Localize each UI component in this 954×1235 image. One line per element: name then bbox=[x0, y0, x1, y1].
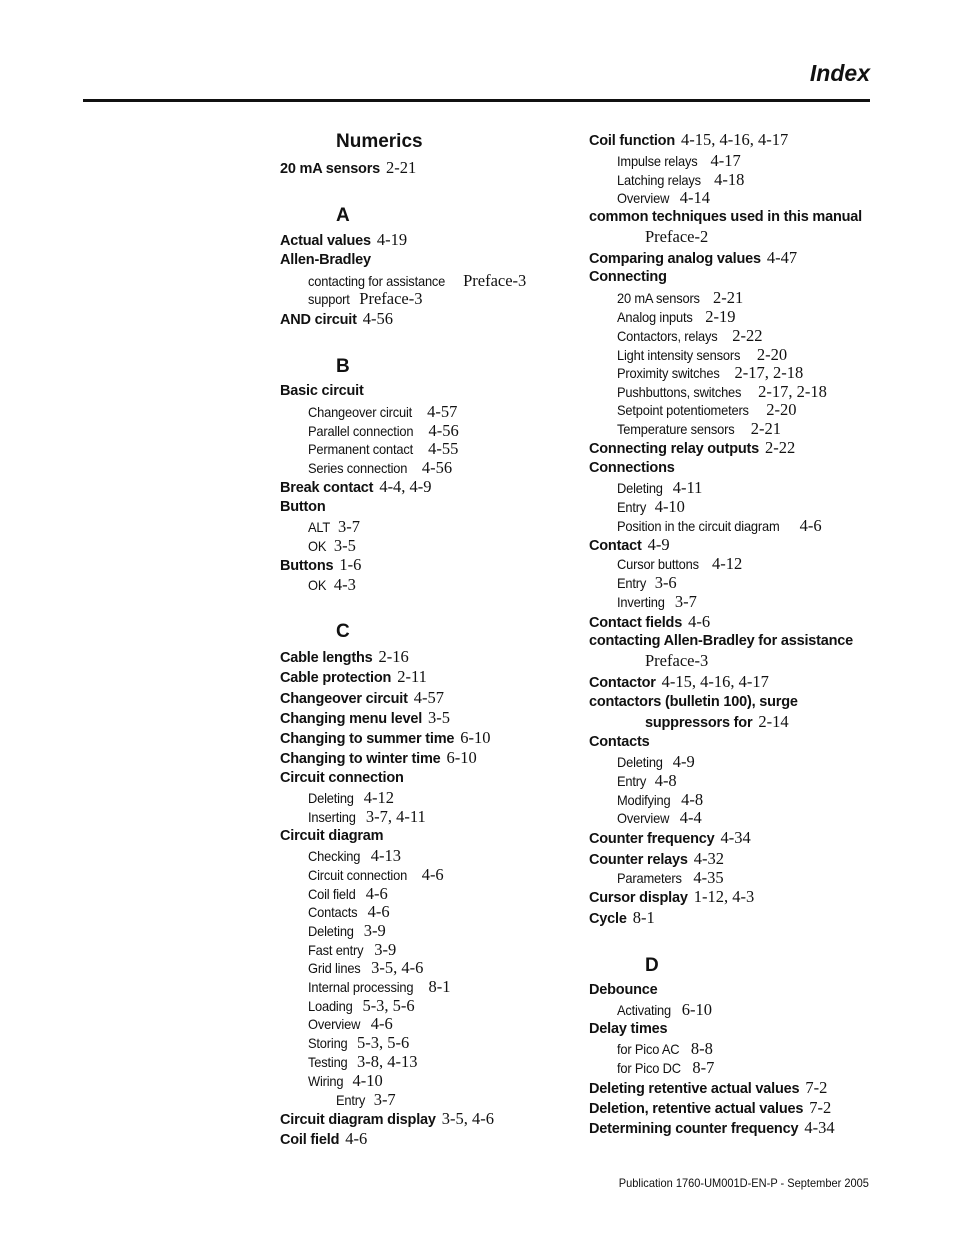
entry-term: AND circuit bbox=[280, 312, 357, 328]
entry-page-refs: 4-13 bbox=[370, 846, 402, 865]
index-subentry bbox=[308, 402, 457, 422]
entry-page-refs: 4-35 bbox=[693, 868, 724, 887]
entry-term: Contact fields bbox=[589, 615, 683, 631]
index-entry bbox=[589, 268, 667, 286]
entry-term: Entry bbox=[617, 773, 647, 789]
header-rule bbox=[83, 99, 870, 102]
entry-term: Coil field bbox=[308, 886, 356, 902]
index-subentry bbox=[308, 289, 423, 309]
entry-page-refs: Preface-2 bbox=[645, 227, 709, 246]
entry-term: Determining counter frequency bbox=[589, 1121, 799, 1137]
index-entry bbox=[589, 459, 675, 477]
entry-term: Contact bbox=[589, 538, 642, 554]
entry-page-refs: 1-12, 4-3 bbox=[693, 887, 755, 906]
entry-term: Light intensity sensors bbox=[617, 347, 741, 363]
entry-term: Deleting retentive actual values bbox=[589, 1081, 800, 1097]
index-subentry bbox=[617, 1000, 712, 1020]
index-subentry bbox=[308, 458, 452, 478]
entry-page-refs: Preface-3 bbox=[359, 289, 423, 308]
entry-term: Actual values bbox=[280, 233, 371, 249]
index-entry bbox=[280, 158, 416, 178]
entry-term: Connections bbox=[589, 460, 675, 476]
entry-term: Modifying bbox=[617, 792, 671, 808]
index-subentry bbox=[308, 958, 423, 978]
entry-term: Connecting bbox=[589, 269, 667, 285]
index-subentry bbox=[617, 592, 697, 612]
index-subentry bbox=[617, 752, 695, 772]
entry-page-refs: 2-20 bbox=[766, 400, 797, 419]
entry-page-refs: 4-4 bbox=[679, 808, 702, 827]
entry-term: Changing to winter time bbox=[280, 751, 441, 767]
entry-term: Entry bbox=[336, 1092, 366, 1108]
entry-page-refs: 2-22 bbox=[732, 326, 763, 345]
index-subentry bbox=[617, 790, 703, 810]
index-entry bbox=[589, 828, 751, 848]
page-title: Index bbox=[809, 60, 870, 86]
entry-page-refs: 4-6 bbox=[345, 1129, 368, 1148]
entry-term: Cycle bbox=[589, 911, 627, 927]
entry-term: Overview bbox=[617, 190, 670, 206]
entry-page-refs: 4-57 bbox=[413, 688, 444, 707]
entry-term: Contactors, relays bbox=[617, 328, 718, 344]
entry-page-refs: 4-6 bbox=[688, 612, 711, 631]
entry-page-refs: 3-5, 4-6 bbox=[371, 958, 424, 977]
entry-page-refs: 5-3, 5-6 bbox=[356, 1033, 410, 1052]
index-entry bbox=[280, 555, 361, 575]
index-section-heading bbox=[336, 131, 423, 153]
entry-term: Contactor bbox=[589, 675, 656, 691]
entry-page-refs: 2-14 bbox=[758, 712, 789, 731]
index-subentry bbox=[617, 345, 787, 365]
entry-page-refs: 6-10 bbox=[446, 748, 477, 767]
index-subentry bbox=[617, 188, 710, 208]
entry-term: Contacts bbox=[589, 734, 650, 750]
index-entry bbox=[280, 708, 450, 728]
entry-page-refs: 3-9 bbox=[363, 921, 386, 940]
entry-term: Pushbuttons, switches bbox=[617, 384, 742, 400]
index-subentry bbox=[617, 170, 744, 190]
entry-page-refs: 4-14 bbox=[679, 188, 710, 207]
entry-term: Delay times bbox=[589, 1021, 668, 1037]
entry-term: Wiring bbox=[308, 1073, 344, 1089]
entry-term: Changeover circuit bbox=[280, 691, 408, 707]
section-letter: Numerics bbox=[336, 131, 423, 152]
entry-term: Deletion, retentive actual values bbox=[589, 1101, 804, 1117]
index-section-heading bbox=[645, 955, 659, 977]
index-subentry bbox=[617, 573, 677, 593]
entry-term: Entry bbox=[617, 499, 647, 515]
entry-term: Activating bbox=[617, 1002, 672, 1018]
entry-term: Inserting bbox=[308, 809, 356, 825]
entry-page-refs: 3-7, 4-11 bbox=[365, 807, 426, 826]
index-entry bbox=[589, 693, 798, 711]
entry-term: Fast entry bbox=[308, 942, 364, 958]
entry-term: Impulse relays bbox=[617, 153, 698, 169]
entry-term: Coil field bbox=[280, 1132, 340, 1148]
entry-term: OK bbox=[308, 577, 327, 593]
index-entry bbox=[589, 733, 649, 751]
entry-term: OK bbox=[308, 538, 327, 554]
index-subentry bbox=[617, 400, 797, 420]
index-subentry bbox=[617, 516, 822, 536]
entry-term: contacting Allen-Bradley for assistance bbox=[589, 633, 854, 649]
index-entry bbox=[589, 632, 853, 650]
entry-page-refs: 2-21 bbox=[713, 288, 744, 307]
entry-page-refs: 4-15, 4-16, 4-17 bbox=[681, 130, 789, 149]
index-entry bbox=[589, 1078, 827, 1098]
entry-term: Buttons bbox=[280, 558, 334, 574]
index-subentry bbox=[617, 868, 724, 888]
index-subentry bbox=[617, 478, 702, 498]
index-entry bbox=[280, 647, 409, 667]
entry-term: Checking bbox=[308, 848, 361, 864]
entry-page-refs: 4-8 bbox=[681, 790, 704, 809]
entry-page-refs: 4-56 bbox=[362, 309, 394, 328]
index-subentry bbox=[308, 902, 390, 922]
index-subentry bbox=[308, 996, 415, 1016]
index-subentry bbox=[308, 271, 526, 291]
entry-term: Cursor buttons bbox=[617, 556, 699, 572]
entry-page-refs: 4-56 bbox=[428, 421, 459, 440]
entry-page-refs: Preface-3 bbox=[645, 651, 709, 670]
entry-term: Inverting bbox=[617, 594, 665, 610]
entry-page-refs: 3-7 bbox=[338, 517, 361, 536]
entry-term: contacting for assistance bbox=[308, 273, 446, 289]
entry-page-refs: 3-5 bbox=[428, 708, 451, 727]
entry-page-refs: Preface-3 bbox=[463, 271, 527, 290]
entry-term: Cable lengths bbox=[280, 650, 373, 666]
entry-term: Break contact bbox=[280, 480, 374, 496]
entry-page-refs: 3-5 bbox=[333, 536, 356, 555]
index-entry bbox=[280, 309, 393, 329]
entry-term: Allen-Bradley bbox=[280, 252, 371, 268]
entry-page-refs: 2-16 bbox=[378, 647, 409, 666]
entry-page-refs: 8-8 bbox=[690, 1039, 713, 1058]
entry-page-refs: 2-19 bbox=[705, 307, 736, 326]
index-entry bbox=[589, 887, 754, 907]
entry-term: Parallel connection bbox=[308, 423, 414, 439]
entry-page-refs: 8-7 bbox=[692, 1058, 715, 1077]
entry-term: Debounce bbox=[589, 982, 658, 998]
index-subentry bbox=[308, 921, 386, 941]
index-entry bbox=[280, 667, 427, 687]
entry-term: support bbox=[308, 291, 350, 307]
entry-term: Latching relays bbox=[617, 172, 701, 188]
entry-page-refs: 7-2 bbox=[809, 1098, 832, 1117]
index-subentry bbox=[617, 771, 677, 791]
index-entry bbox=[280, 728, 491, 748]
index-subentry bbox=[617, 419, 781, 439]
entry-page-refs: 4-4, 4-9 bbox=[379, 477, 432, 496]
entry-term: Series connection bbox=[308, 460, 408, 476]
index-subentry bbox=[308, 421, 459, 441]
index-subentry bbox=[308, 1033, 409, 1053]
index-subentry bbox=[617, 554, 742, 574]
entry-term: Changing menu level bbox=[280, 711, 423, 727]
entry-term: Testing bbox=[308, 1054, 348, 1070]
entry-term: for Pico AC bbox=[617, 1041, 680, 1057]
entry-page-refs: 4-6 bbox=[367, 902, 390, 921]
entry-term: Parameters bbox=[617, 870, 682, 886]
entry-page-refs: 2-21 bbox=[750, 419, 781, 438]
section-letter: D bbox=[645, 955, 659, 976]
entry-page-refs: 4-18 bbox=[714, 170, 745, 189]
index-subentry bbox=[308, 977, 451, 997]
index-entry bbox=[589, 1098, 831, 1118]
entry-page-refs: 3-6 bbox=[654, 573, 677, 592]
entry-term: Deleting bbox=[308, 790, 354, 806]
entry-term: Counter frequency bbox=[589, 831, 715, 847]
index-subentry bbox=[617, 808, 702, 828]
index-entry bbox=[589, 248, 797, 268]
index-entry bbox=[589, 672, 769, 692]
entry-page-refs: 4-3 bbox=[333, 575, 356, 594]
entry-page-refs: 1-6 bbox=[339, 555, 362, 574]
entry-term: Circuit diagram display bbox=[280, 1112, 436, 1128]
entry-page-refs: 3-7 bbox=[674, 592, 697, 611]
index-entry bbox=[280, 769, 404, 787]
entry-term: Overview bbox=[308, 1016, 361, 1032]
entry-term: contactors (bulletin 100), surge bbox=[589, 694, 798, 710]
index-subentry bbox=[308, 575, 356, 595]
entry-page-refs: 4-10 bbox=[654, 497, 685, 516]
entry-page-refs: 2-20 bbox=[756, 345, 788, 364]
index-entry bbox=[280, 477, 432, 497]
entry-term: Button bbox=[280, 499, 326, 515]
entry-page-refs: 4-9 bbox=[672, 752, 695, 771]
index-subentry bbox=[308, 517, 360, 537]
index-entry bbox=[280, 1129, 367, 1149]
entry-page-refs: 3-9 bbox=[374, 940, 397, 959]
entry-page-refs: 4-10 bbox=[352, 1071, 383, 1090]
section-letter: A bbox=[336, 205, 350, 226]
entry-page-refs: 4-34 bbox=[720, 828, 751, 847]
entry-term: Circuit diagram bbox=[280, 828, 384, 844]
index-subentry bbox=[308, 1071, 383, 1091]
entry-page-refs: 4-6 bbox=[421, 865, 444, 884]
entry-term: 20 mA sensors bbox=[617, 290, 700, 306]
index-subentry bbox=[617, 497, 685, 517]
publication-footer: Publication 1760-UM001D-EN-P - September 2005 bbox=[618, 1176, 869, 1190]
index-entry bbox=[280, 382, 364, 400]
index-subentry bbox=[617, 288, 743, 308]
entry-page-refs: 4-55 bbox=[428, 439, 459, 458]
entry-page-refs: 6-10 bbox=[681, 1000, 712, 1019]
index-entry bbox=[280, 251, 371, 269]
entry-page-refs: 4-9 bbox=[647, 535, 670, 554]
index-subentry bbox=[308, 439, 458, 459]
entry-page-refs: 4-12 bbox=[363, 788, 395, 807]
index-subentry bbox=[645, 227, 708, 247]
entry-term: Coil function bbox=[589, 133, 675, 149]
index-entry bbox=[280, 230, 407, 250]
entry-term: Entry bbox=[617, 575, 647, 591]
entry-page-refs: 3-8, 4-13 bbox=[356, 1052, 418, 1071]
entry-term: Analog inputs bbox=[617, 309, 693, 325]
entry-term: suppressors for bbox=[645, 715, 753, 731]
entry-page-refs: 8-1 bbox=[632, 908, 655, 927]
index-entry bbox=[589, 612, 710, 632]
index-entry bbox=[589, 1020, 667, 1038]
index-entry bbox=[280, 688, 444, 708]
index-subentry bbox=[617, 1039, 713, 1059]
entry-term: Counter relays bbox=[589, 852, 688, 868]
index-subentry bbox=[308, 940, 396, 960]
index-subentry bbox=[617, 382, 827, 402]
entry-term: 20 mA sensors bbox=[280, 161, 381, 177]
index-subentry bbox=[308, 1052, 417, 1072]
entry-page-refs: 4-11 bbox=[672, 478, 703, 497]
entry-term: Internal processing bbox=[308, 979, 414, 995]
entry-page-refs: 4-56 bbox=[421, 458, 453, 477]
entry-page-refs: 2-17, 2-18 bbox=[758, 382, 827, 401]
index-entry bbox=[589, 849, 724, 869]
index-section-heading bbox=[336, 205, 350, 227]
entry-page-refs: 4-6 bbox=[799, 516, 822, 535]
index-subentry bbox=[617, 151, 741, 171]
entry-term: Loading bbox=[308, 998, 353, 1014]
entry-page-refs: 5-3, 5-6 bbox=[362, 996, 415, 1015]
index-entry bbox=[280, 827, 383, 845]
entry-term: Circuit connection bbox=[308, 867, 408, 883]
entry-page-refs: 7-2 bbox=[805, 1078, 828, 1097]
entry-term: Storing bbox=[308, 1035, 348, 1051]
entry-page-refs: 3-7 bbox=[373, 1090, 396, 1109]
section-letter: C bbox=[336, 621, 350, 642]
entry-term: ALT bbox=[308, 519, 331, 535]
index-subentry bbox=[308, 846, 401, 866]
index-subentry bbox=[336, 1090, 396, 1110]
index-subentry bbox=[308, 1014, 393, 1034]
entry-term: Changing to summer time bbox=[280, 731, 455, 747]
index-entry bbox=[589, 208, 862, 226]
index-section-heading bbox=[336, 356, 350, 378]
entry-term: Setpoint potentiometers bbox=[617, 402, 749, 418]
index-entry bbox=[645, 712, 789, 732]
index-entry bbox=[589, 1118, 835, 1138]
index-subentry bbox=[308, 536, 356, 556]
entry-page-refs: 4-47 bbox=[766, 248, 798, 267]
entry-term: Position in the circuit diagram bbox=[617, 518, 780, 534]
entry-page-refs: 4-17 bbox=[710, 151, 741, 170]
index-subentry bbox=[617, 326, 762, 346]
index-subentry bbox=[308, 807, 426, 827]
entry-term: Cursor display bbox=[589, 890, 688, 906]
entry-term: Changeover circuit bbox=[308, 404, 413, 420]
entry-term: Grid lines bbox=[308, 960, 361, 976]
entry-page-refs: 4-6 bbox=[370, 1014, 393, 1033]
index-subentry bbox=[308, 865, 444, 885]
entry-page-refs: 6-10 bbox=[460, 728, 491, 747]
entry-page-refs: 4-19 bbox=[376, 230, 408, 249]
index-subentry bbox=[617, 307, 736, 327]
entry-page-refs: 2-17, 2-18 bbox=[734, 363, 804, 382]
entry-term: Proximity switches bbox=[617, 365, 720, 381]
index-entry bbox=[589, 130, 788, 150]
index-subentry bbox=[617, 363, 803, 383]
entry-term: Circuit connection bbox=[280, 770, 404, 786]
entry-term: Cable protection bbox=[280, 670, 392, 686]
entry-page-refs: 2-22 bbox=[765, 438, 796, 457]
entry-term: Contacts bbox=[308, 904, 358, 920]
entry-page-refs: 4-8 bbox=[654, 771, 677, 790]
index-entry bbox=[589, 535, 670, 555]
index-entry bbox=[280, 1109, 494, 1129]
entry-term: Overview bbox=[617, 810, 670, 826]
entry-page-refs: 2-21 bbox=[386, 158, 417, 177]
entry-page-refs: 2-11 bbox=[397, 667, 427, 686]
index-subentry bbox=[645, 651, 708, 671]
entry-term: Basic circuit bbox=[280, 383, 364, 399]
entry-page-refs: 4-57 bbox=[427, 402, 458, 421]
index-section-heading bbox=[336, 621, 350, 643]
entry-term: common techniques used in this manual bbox=[589, 209, 862, 225]
entry-term: Deleting bbox=[617, 480, 663, 496]
entry-term: Deleting bbox=[308, 923, 354, 939]
entry-term: Connecting relay outputs bbox=[589, 441, 760, 457]
entry-term: Comparing analog values bbox=[589, 251, 761, 267]
index-entry bbox=[280, 748, 477, 768]
entry-page-refs: 4-6 bbox=[365, 884, 388, 903]
entry-page-refs: 3-5, 4-6 bbox=[441, 1109, 494, 1128]
entry-term: Deleting bbox=[617, 754, 663, 770]
entry-term: Permanent contact bbox=[308, 441, 413, 457]
entry-page-refs: 4-15, 4-16, 4-17 bbox=[661, 672, 769, 691]
index-subentry bbox=[308, 884, 388, 904]
section-letter: B bbox=[336, 356, 350, 377]
entry-page-refs: 4-32 bbox=[693, 849, 724, 868]
entry-page-refs: 8-1 bbox=[428, 977, 451, 996]
entry-page-refs: 4-34 bbox=[804, 1118, 835, 1137]
index-entry bbox=[589, 981, 658, 999]
entry-term: Temperature sensors bbox=[617, 421, 735, 437]
index-subentry bbox=[617, 1058, 714, 1078]
index-entry bbox=[280, 498, 326, 516]
index-entry bbox=[589, 908, 655, 928]
entry-page-refs: 4-12 bbox=[712, 554, 743, 573]
index-entry bbox=[589, 438, 795, 458]
index-subentry bbox=[308, 788, 394, 808]
entry-term: for Pico DC bbox=[617, 1060, 681, 1076]
